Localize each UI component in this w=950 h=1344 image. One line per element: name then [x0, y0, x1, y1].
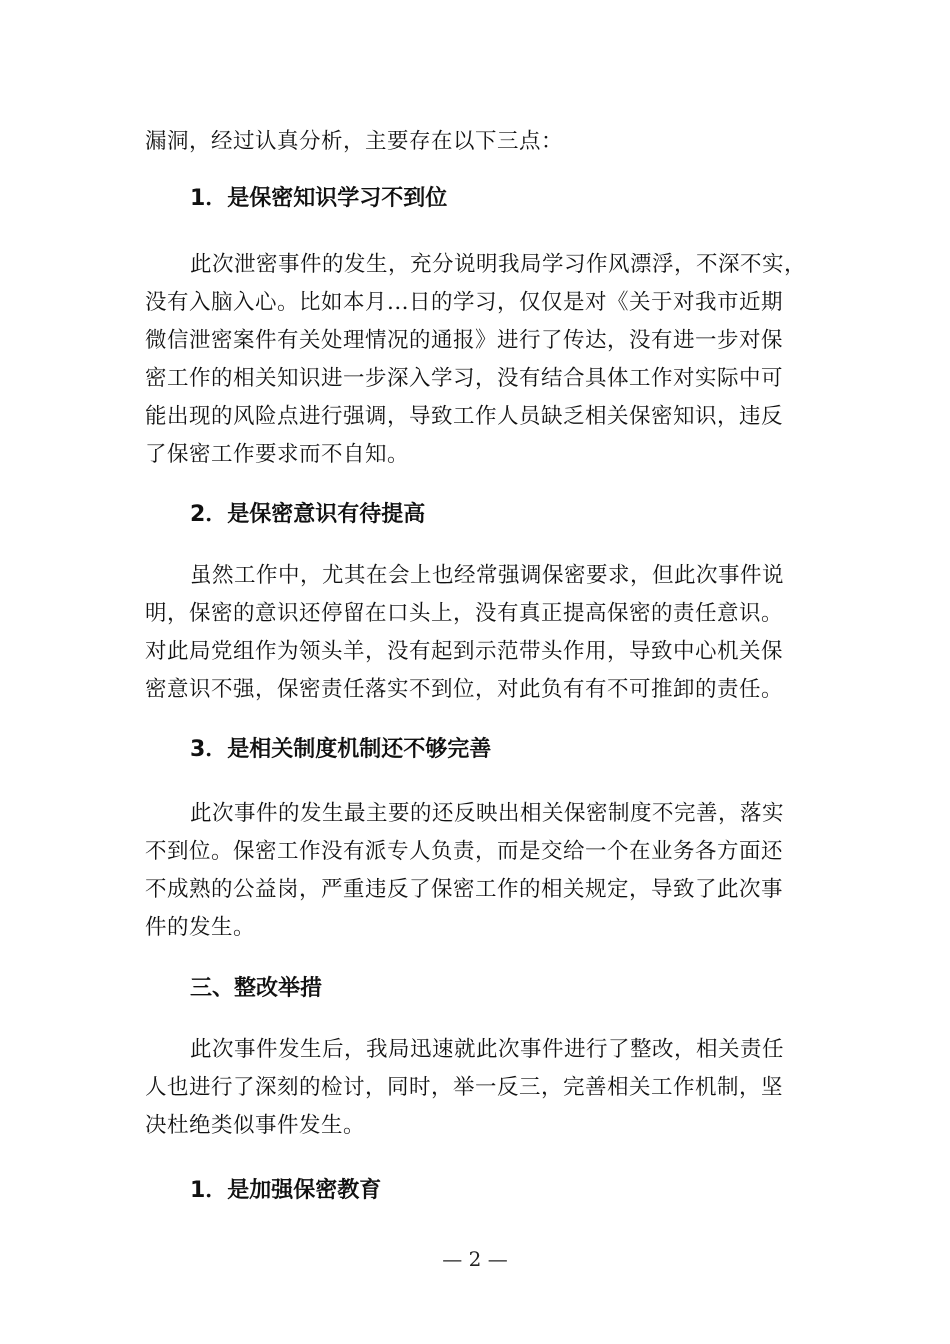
section2-line: 对此局党组作为领头羊，没有起到示范带头作用，导致中心机关保: [145, 639, 784, 664]
section2-heading: 2．是保密意识有待提高: [190, 502, 426, 527]
section3-line: 此次事件的发生最主要的还反映出相关保密制度不完善，落实: [190, 801, 785, 826]
section1-line: 了保密工作要求而不自知。: [145, 442, 410, 467]
part3-line: 决杜绝类似事件发生。: [145, 1113, 366, 1138]
section1-line: 微信泄密案件有关处理情况的通报》进行了传达，没有进一步对保: [145, 328, 784, 353]
part3-line: 此次事件发生后，我局迅速就此次事件进行了整改，相关责任: [190, 1037, 785, 1062]
section1-line: 能出现的风险点进行强调，导致工作人员缺乏相关保密知识，违反: [145, 404, 784, 429]
part3-line: 人也进行了深刻的检讨，同时，举一反三，完善相关工作机制，坚: [145, 1075, 784, 1100]
intro-line: 漏洞，经过认真分析，主要存在以下三点：: [145, 129, 564, 154]
section1-line: 此次泄密事件的发生，充分说明我局学习作风漂浮，不深不实，: [190, 252, 807, 277]
section2-line: 虽然工作中，尤其在会上也经常强调保密要求，但此次事件说: [190, 563, 785, 588]
page-number: — 2 —: [442, 1247, 508, 1271]
section3-heading: 3．是相关制度机制还不够完善: [190, 737, 492, 762]
section2-line: 密意识不强，保密责任落实不到位，对此负有有不可推卸的责任。: [145, 677, 784, 702]
section1-line: 密工作的相关知识进一步深入学习，没有结合具体工作对实际中可: [145, 366, 784, 391]
section3-line: 件的发生。: [145, 915, 256, 940]
section3-line: 不到位。保密工作没有派专人负责，而是交给一个在业务各方面还: [145, 839, 784, 864]
section2-line: 明，保密的意识还停留在口头上，没有真正提高保密的责任意识。: [145, 601, 784, 626]
subsection1-heading: 1．是加强保密教育: [190, 1178, 382, 1203]
section1-heading: 1．是保密知识学习不到位: [190, 186, 448, 211]
part3-heading: 三、整改举措: [190, 976, 323, 1001]
section3-line: 不成熟的公益岗，严重违反了保密工作的相关规定，导致了此次事: [145, 877, 784, 902]
section1-line: 没有入脑入心。比如本月...日的学习，仅仅是对《关于对我市近期: [145, 290, 784, 315]
